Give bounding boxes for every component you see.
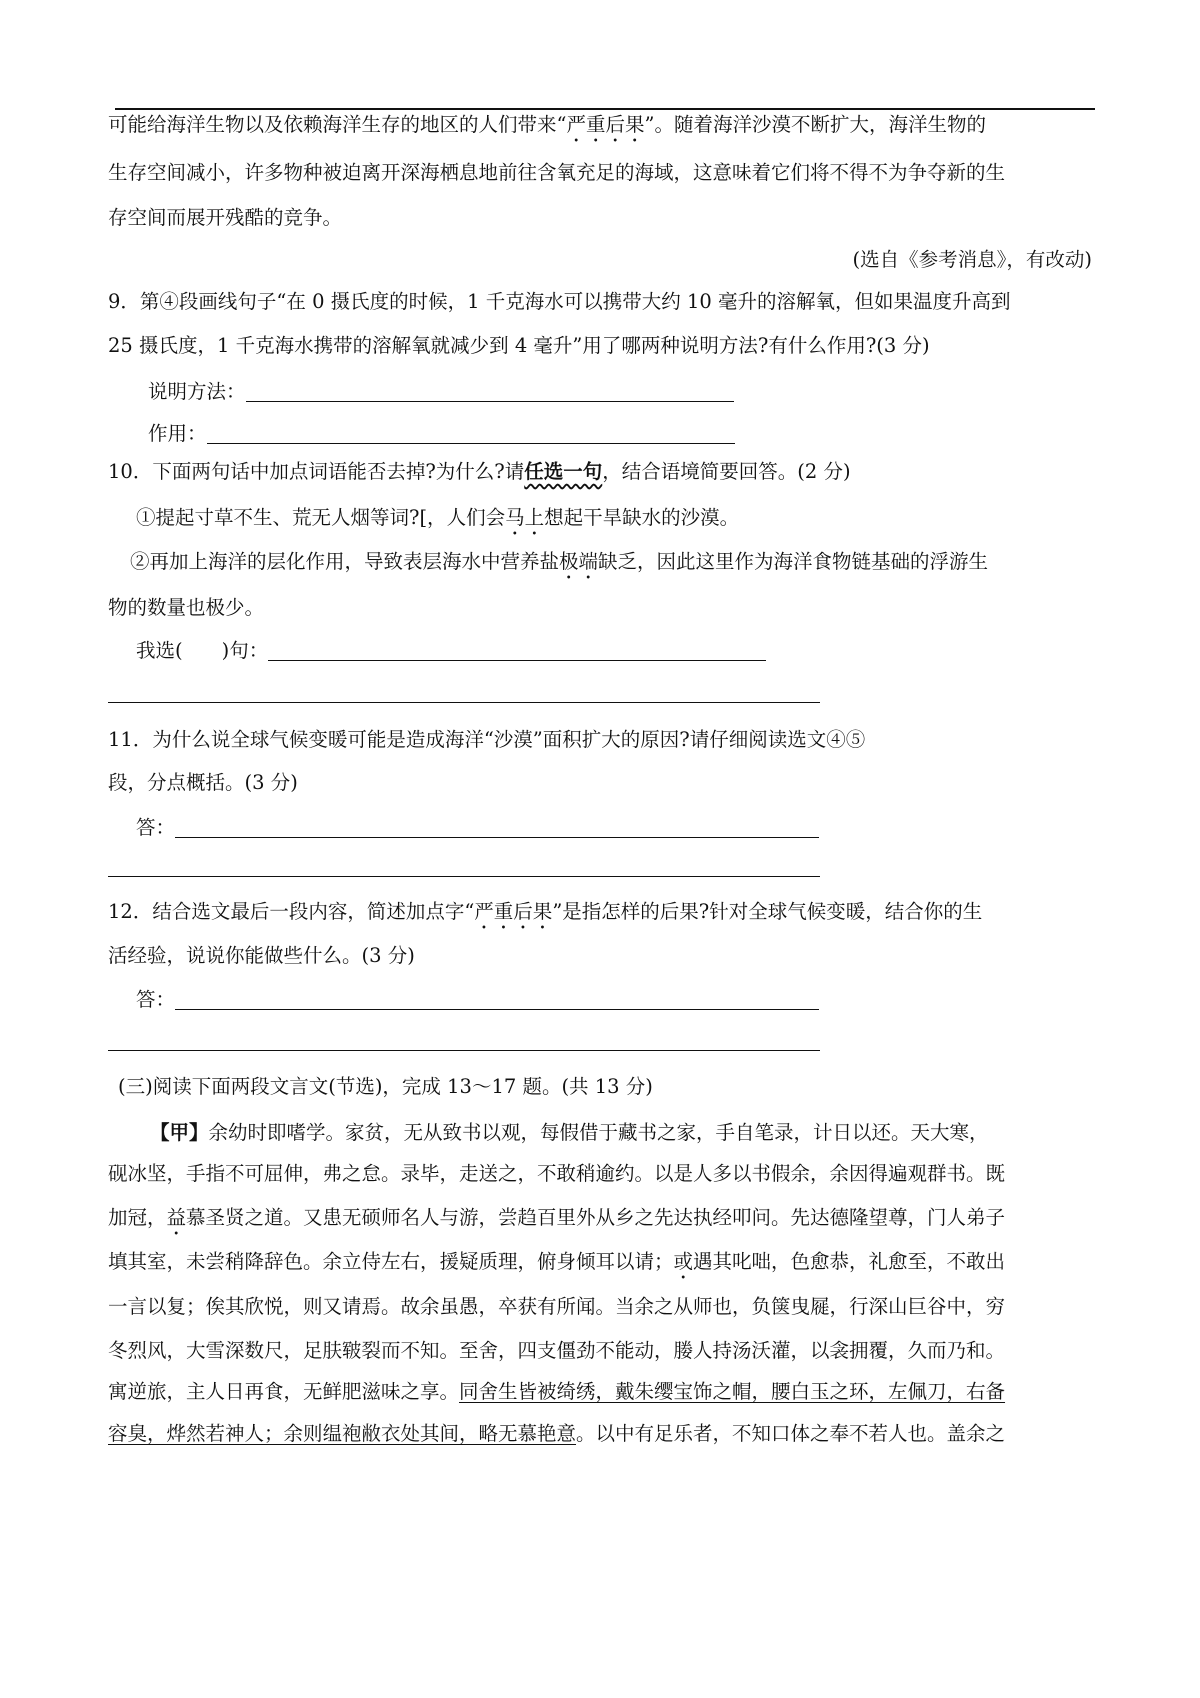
method-label: 说明方法： xyxy=(148,380,246,403)
q11-answer-blank[interactable] xyxy=(175,819,819,838)
passage-source: (选自《参考消息》，有改动) xyxy=(852,248,1092,271)
q10-answer-line[interactable] xyxy=(108,702,820,703)
q11-line-1: 11．为什么说全球气候变暖可能是造成海洋“沙漠”面积扩大的原因?请仔细阅读选文④⑤ xyxy=(108,728,866,751)
q9-method-row xyxy=(148,382,734,402)
passage-text: ”。随着海洋沙漠不断扩大，海洋生物的 xyxy=(644,113,986,136)
q12-answer-blank[interactable] xyxy=(175,991,819,1010)
classical-line-6: 冬烈风，大雪深数尺，足肤皲裂而不知。至舍，四支僵劲不能动，媵人持汤沃灌，以衾拥覆，久而乃和。 xyxy=(108,1339,1006,1362)
classical-line-3 xyxy=(108,1206,1005,1240)
passage-line-3: 存空间而展开残酷的竞争。 xyxy=(108,206,343,229)
classical-line-2: 砚冰坚，手指不可屈伸，弗之怠。录毕，走送之，不敢稍逾约。以是人多以书假余，余因得遍观群书。既 xyxy=(108,1162,1006,1185)
q10-sentence-1 xyxy=(136,506,739,540)
sentence-text: ②再加上海洋的层化作用，导致表层海水中营养盐 xyxy=(130,550,560,573)
dotted-phrase: 严重后果 xyxy=(566,113,645,136)
effect-answer-blank[interactable] xyxy=(207,425,735,444)
q12-line-2: 活经验，说说你能做些什么。(3 分) xyxy=(108,944,415,967)
q12-answer-row xyxy=(136,990,819,1010)
answer-label: 答： xyxy=(136,988,176,1011)
passage-line-1 xyxy=(108,113,986,147)
q9-line-1: 9．第④段画线句子“在 0 摄氏度的时候，1 千克海水可以携带大约 10 毫升的溶解氧，但如果温度升高到 xyxy=(108,290,1011,313)
q10-choice-row xyxy=(136,641,766,661)
header-rule xyxy=(115,108,1095,110)
section3-heading: (三)阅读下面两段文言文(节选)，完成 13～17 题。(共 13 分) xyxy=(118,1075,653,1098)
emphasized-phrase: 任选一句 xyxy=(524,460,603,483)
dotted-word: 马上 xyxy=(505,506,545,529)
q12-text: 12．结合选文最后一段内容，简述加点字“ xyxy=(108,900,475,923)
dotted-char: 或 xyxy=(673,1250,694,1273)
classical-text: 寓逆旅，主人日再食，无鲜肥滋味之享。 xyxy=(108,1380,460,1403)
dotted-word: 极端 xyxy=(559,550,599,573)
q11-line-2: 段，分点概括。(3 分) xyxy=(108,771,298,794)
q10-text: ，结合语境简要回答。(2 分) xyxy=(602,460,851,483)
sentence-text: 缺乏，因此这里作为海洋食物链基础的浮游生 xyxy=(598,550,989,573)
method-answer-blank[interactable] xyxy=(246,383,734,402)
classical-line-4 xyxy=(108,1250,1005,1284)
effect-label: 作用： xyxy=(148,422,207,445)
sentence-text: 想起干旱缺水的沙漠。 xyxy=(544,506,740,529)
q12-answer-line[interactable] xyxy=(108,1050,820,1051)
choice-answer-blank[interactable] xyxy=(268,642,766,661)
q11-answer-row xyxy=(136,818,819,838)
q12-line-1 xyxy=(108,900,982,934)
passage-label: 【甲】 xyxy=(150,1121,209,1144)
q10-text: 10．下面两句话中加点词语能否去掉?为什么?请 xyxy=(108,460,525,483)
underlined-sentence: 同舍生皆被绮绣，戴朱缨宝饰之帽，腰白玉之环，左佩刀，右备 xyxy=(459,1380,1006,1403)
dotted-char: 益 xyxy=(166,1206,187,1229)
passage-text: 可能给海洋生物以及依赖海洋生存的地区的人们带来“ xyxy=(108,113,567,136)
underlined-sentence: 容臭，烨然若神人；余则缊袍敝衣处其间，略无慕艳意 xyxy=(108,1422,577,1445)
q9-effect-row xyxy=(148,424,735,444)
classical-line-5: 一言以复；俟其欣悦，则又请焉。故余虽愚，卒获有所闻。当余之从师也，负箧曳屣，行深山巨谷中，穷 xyxy=(108,1295,1006,1318)
dotted-phrase: 严重后果 xyxy=(474,900,553,923)
q10-sentence-2 xyxy=(130,550,988,584)
q11-answer-line[interactable] xyxy=(108,876,820,877)
classical-text: 余幼时即嗜学。家贫，无从致书以观，每假借于藏书之家，手自笔录，计日以还。天大寒， xyxy=(208,1121,989,1144)
answer-label: 答： xyxy=(136,816,176,839)
classical-text: 加冠， xyxy=(108,1206,167,1229)
classical-text: 填其室，未尝稍降辞色。余立侍左右，援疑质理，俯身倾耳以请； xyxy=(108,1250,674,1273)
sentence-text: ①提起寸草不生、荒无人烟等词?[，人们会 xyxy=(136,506,506,529)
classical-text: 遇其叱咄，色愈恭，礼愈至，不敢出 xyxy=(693,1250,1006,1273)
q10-line-1 xyxy=(108,462,851,482)
choice-label: 我选( )句： xyxy=(136,639,269,662)
classical-line-1 xyxy=(150,1123,989,1143)
q10-sentence-2-cont: 物的数量也极少。 xyxy=(108,596,265,619)
passage-line-2: 生存空间减小，许多物种被迫离开深海栖息地前往含氧充足的海域，这意味着它们将不得不为争夺新的生 xyxy=(108,161,1006,184)
classical-text: 。以中有足乐者，不知口体之奉不若人也。盖余之 xyxy=(576,1422,1006,1445)
q12-text: ”是指怎样的后果?针对全球气候变暖，结合你的生 xyxy=(552,900,983,923)
classical-line-8 xyxy=(108,1424,1005,1444)
classical-line-7 xyxy=(108,1382,1005,1402)
classical-text: 慕圣贤之道。又患无硕师名人与游，尝趋百里外从乡之先达执经叩问。先达德隆望尊，门人弟子 xyxy=(186,1206,1006,1229)
q9-line-2: 25 摄氏度，1 千克海水携带的溶解氧就减少到 4 毫升”用了哪两种说明方法?有什么作用?(3 分) xyxy=(108,334,930,357)
